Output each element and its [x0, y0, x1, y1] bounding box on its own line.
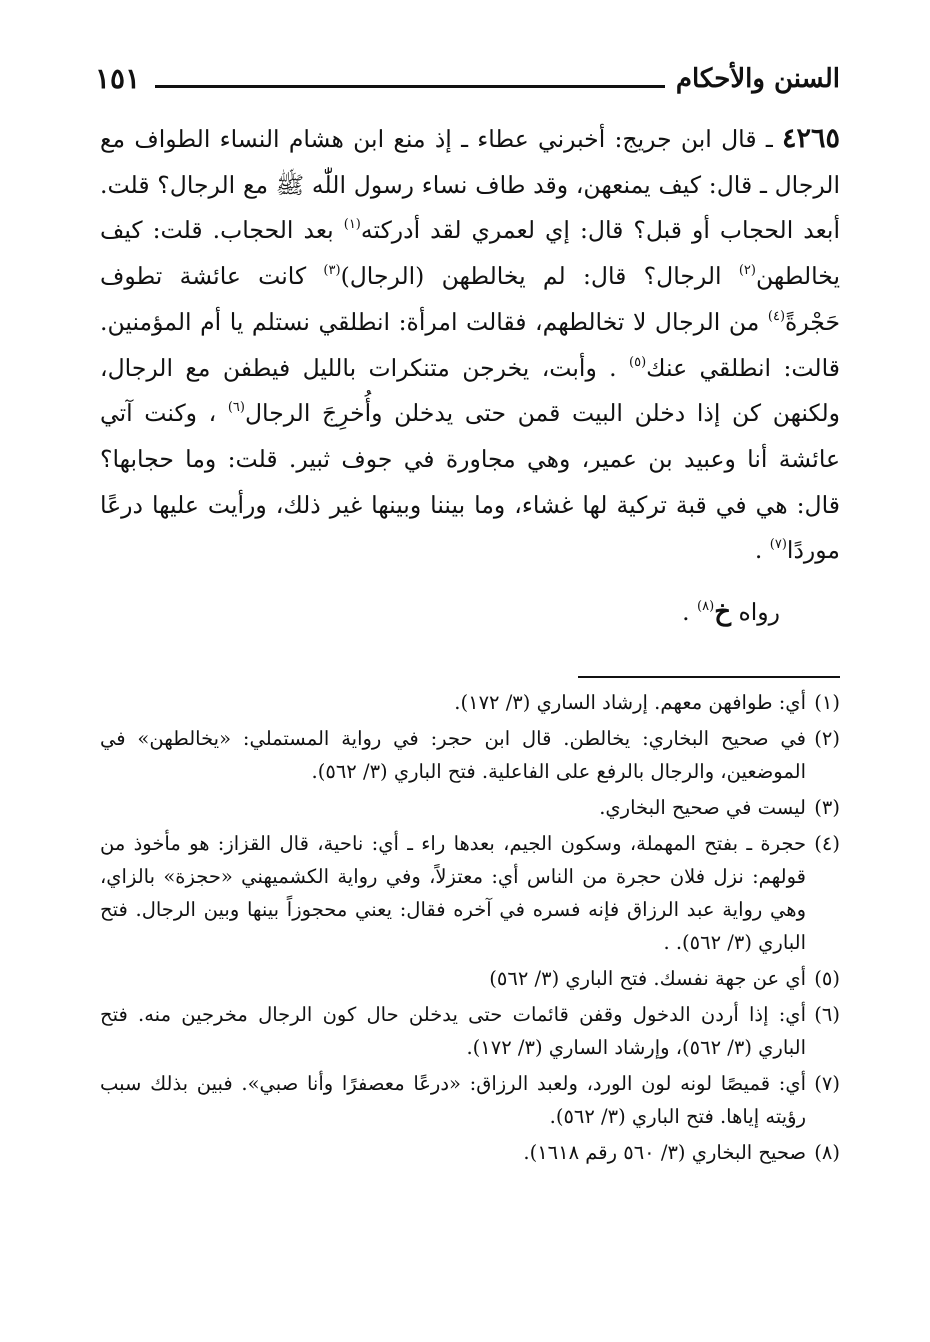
footnote-item: [100, 827, 840, 959]
footnote-number: (١): [814, 691, 840, 714]
footnote-ref-8: (٨): [697, 599, 715, 614]
hadith-paragraph: [100, 116, 840, 574]
hadith-text-h: .: [754, 536, 770, 565]
page-number: ١٥١: [95, 62, 141, 95]
footnotes: [100, 686, 840, 1172]
footnote-item: [100, 722, 840, 788]
header-rule: [155, 85, 665, 88]
hadith-text-c: الرجال؟ قال: لم يخالطهن (الرجال): [340, 262, 739, 291]
page-header: [95, 62, 840, 110]
footnote-text: أي: إذا أردن الدخول وقفن قائمات حتى يدخلن حال كون الرجال مخرجين منه. فتح الباري (٣/ ٥٦٢)، وإرشاد الساري (٣/ ١٧٢).: [100, 1003, 806, 1059]
footnote-number: (٢): [814, 727, 840, 750]
footnote-text: أي عن جهة نفسك. فتح الباري (٣/ ٥٦٢): [489, 967, 806, 990]
running-title: السنن والأحكام: [675, 64, 840, 94]
hadith-text-b: بعد الحجاب. قلت: كيف يخالطهن: [100, 216, 840, 291]
footnote-number: (٨): [814, 1141, 840, 1164]
footnote-ref-5: (٥): [629, 354, 647, 370]
footnote-number: (٤): [814, 832, 840, 855]
narration-prefix: رواه: [730, 598, 780, 626]
hadith-text-e: من الرجال لا تخالطهم، فقالت امرأة: انطلقي نستلم يا أم المؤمنين. قالت: انطلقي عنك: [100, 307, 840, 382]
footnote-ref-2: (٢): [738, 263, 756, 279]
footnote-item: [100, 998, 840, 1064]
footnote-ref-3: (٣): [323, 263, 341, 279]
footnote-item: [100, 1136, 840, 1169]
footnote-number: (٥): [814, 967, 840, 990]
footnote-separator: [578, 676, 840, 678]
bukhari-symbol: خ: [714, 597, 731, 627]
footnote-number: (٦): [814, 1003, 840, 1026]
hadith-text-a: ـ قال ابن جريج: أخبرني عطاء ـ إذ منع ابن هشام النساء الطواف مع الرجال ـ قال: كيف يمنعهن، وقد طاف نساء رسول اللّٰه ﷺ مع الرجال؟ قلت. أبعد الحجاب أو قبل؟ قال: إي لعمري لقد أدركته: [100, 125, 840, 245]
footnote-number: (٧): [814, 1072, 840, 1095]
footnote-ref-1: (١): [343, 217, 361, 233]
footnote-text: ليست في صحيح البخاري.: [599, 796, 806, 819]
footnote-text: حجرة ـ بفتح المهملة، وسكون الجيم، بعدها راء ـ أي: ناحية، قال القزاز: هو مأخوذ من قولهم: نزل فلان حجرة من الناس أي: معتزلاً، وفي رواية الكشميهني «حجزة» بالزاي، وهي رواية عبد الرزاق فإنه فسره في آخره فقال: يعني محجوزاً بينها وبين الرجال. فتح الباري (٣/ ٥٦٢). .: [100, 832, 806, 954]
narration-suffix: .: [682, 598, 698, 626]
narration-line: [682, 597, 780, 627]
footnote-text: أي: طوافهن معهم. إرشاد الساري (٣/ ١٧٢).: [454, 691, 806, 714]
footnote-text: في صحيح البخاري: يخالطن. قال ابن حجر: في رواية المستملي: «يخالطهن» في الموضعين، والرجال بالرفع على الفاعلية. فتح الباري (٣/ ٥٦٢).: [100, 727, 806, 783]
hadith-text-g: ، وكنت آتي عائشة أنا وعبيد بن عمير، وهي مجاورة في جوف ثبير. قلت: وما حجابها؟ قال: هي في قبة تركية لها غشاء، وما بيننا وبينها غير ذلك، ورأيت عليها درعًا موردًا: [100, 399, 840, 565]
footnote-item: [100, 791, 840, 824]
footnote-number: (٣): [814, 796, 840, 819]
footnote-text: أي: قميصًا لونه لون الورد، ولعبد الرزاق: «درعًا معصفرًا وأنا صبي». فبين بذلك سبب رؤيته إياها. فتح الباري (٣/ ٥٦٢).: [100, 1072, 806, 1128]
footnote-ref-4: (٤): [767, 308, 786, 324]
footnote-text: صحيح البخاري (٣/ ٥٦٠ رقم ١٦١٨).: [523, 1141, 806, 1164]
footnote-ref-6: (٦): [227, 400, 245, 416]
hadith-body: [100, 116, 840, 574]
footnote-ref-7: (٧): [769, 537, 787, 553]
footnote-item: [100, 686, 840, 719]
hadith-number: ٤٢٦٥: [781, 123, 840, 154]
hadith-text-d: كانت عائشة تطوف حَجْرةً: [100, 262, 840, 336]
footnote-item: [100, 962, 840, 995]
footnote-item: [100, 1067, 840, 1133]
hadith-text-f: . وأبت، يخرجن متنكرات بالليل فيطفن مع الرجال، ولكنهن كن إذا دخلن البيت قمن حتى يدخلن وأُخرِجَ الرجال: [100, 353, 840, 428]
